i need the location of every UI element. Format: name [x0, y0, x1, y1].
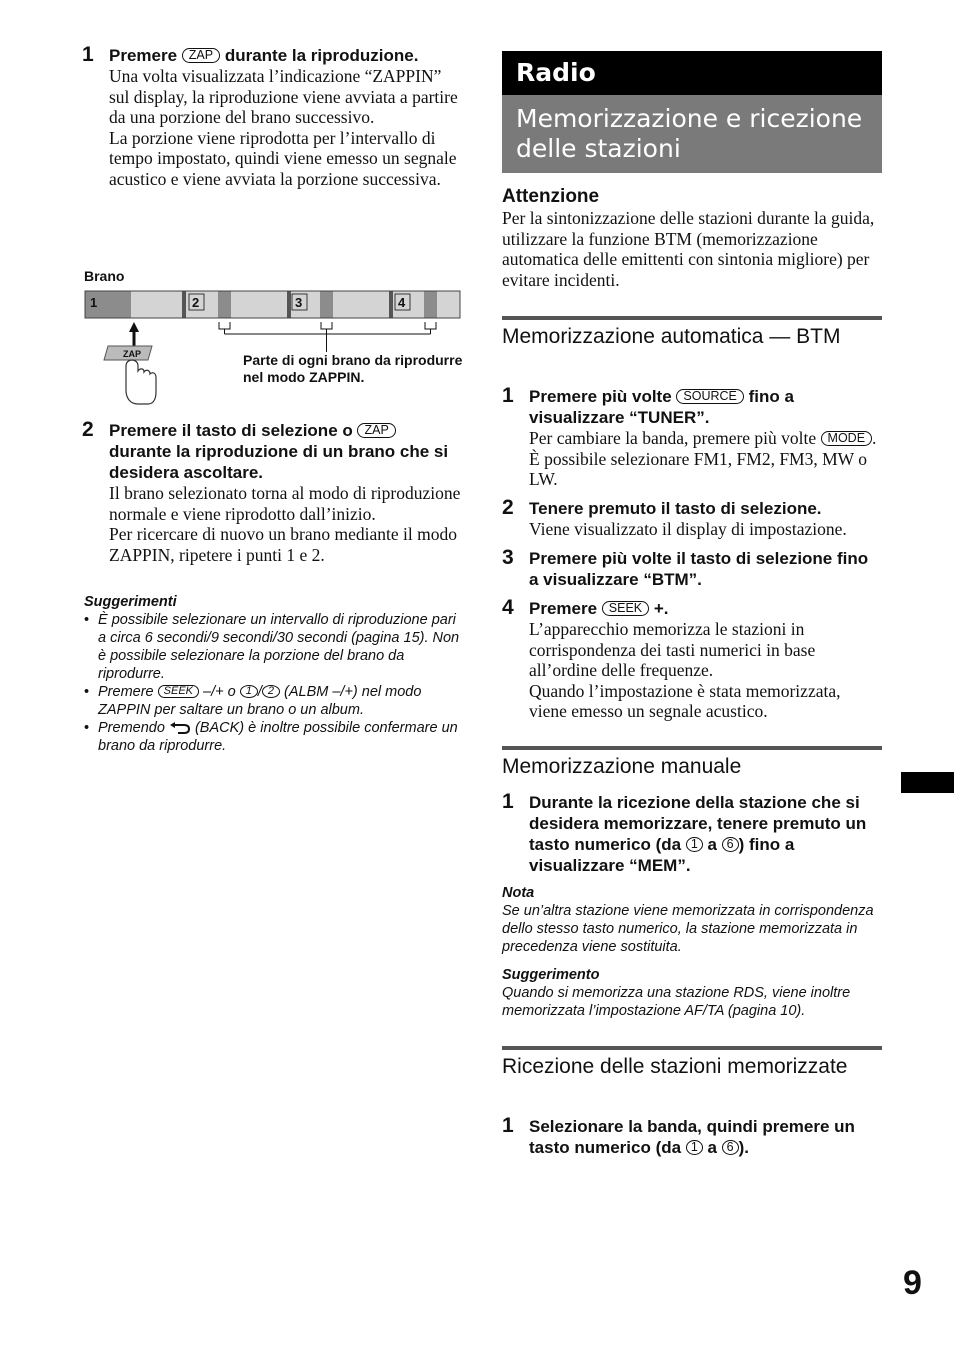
step-heading: Selezionare la banda, quindi premere un tasto numerico (da 1 a 6 ). [529, 1117, 855, 1157]
btm-step-1 [502, 386, 882, 490]
source-key: SOURCE [676, 389, 743, 404]
note-text: Se un’altra stazione viene memorizzata in corrispondenza dello stesso tasto numerico, la stazione memorizzata in precedenza viene sostituita. [502, 903, 874, 955]
key-6: 6 [722, 1140, 739, 1155]
step-number: 1 [502, 1114, 514, 1137]
key-6: 6 [722, 837, 739, 852]
step-number: 1 [502, 790, 514, 813]
mode-key: MODE [821, 431, 873, 446]
track-number: 3 [295, 295, 303, 310]
seek-key: SEEK [158, 685, 199, 698]
back-icon [169, 720, 191, 734]
track-3-zap-portion [320, 291, 333, 318]
step-body: Per ricercare di nuovo un brano mediante il modo ZAPPIN, ripetere i punti 1 e 2. [109, 524, 457, 565]
tip-text: Quando si memorizza una stazione RDS, viene inoltre memorizzata l’impostazione AF/TA (pagina 10). [502, 985, 851, 1019]
track-gap [182, 291, 186, 318]
diagram-caption: Parte di ogni brano da riprodurre nel modo ZAPPIN. [243, 352, 463, 385]
recall-step-1 [502, 1116, 882, 1158]
step-body: L’apparecchio memorizza le stazioni in corrispondenza dei tasti numerici in base all’ordine delle frequenze. [529, 619, 816, 680]
step-body: La porzione viene riprodotta per l’intervallo di tempo impostato, quindi viene emesso un segnale acustico e viene avviata la porzione successiva. [109, 127, 457, 189]
note-title: Nota [502, 885, 535, 901]
zappin-diagram [82, 286, 462, 408]
step-number: 2 [502, 496, 514, 519]
manual-tip [502, 966, 882, 1020]
btm-step-3 [502, 548, 882, 590]
step-heading: Premere il tasto di selezione o ZAP durante la riproduzione di un brano che si desidera ascoltare. [109, 421, 449, 482]
key-1: 1 [686, 1140, 703, 1155]
attention-text: Per la sintonizzazione delle stazioni durante la guida, utilizzare la funzione BTM (memorizzazione automatica delle emittenti con sintonia migliore) per evitare incidenti. [502, 208, 875, 290]
page-number: 9 [903, 1264, 922, 1302]
track-2-zap-portion [218, 291, 231, 318]
key-2: 2 [262, 685, 280, 698]
manual-step-1 [502, 792, 882, 876]
portion-bracket [219, 322, 230, 334]
step-heading: Premere SEEK +. [529, 599, 669, 618]
track-number: 4 [398, 295, 406, 310]
tip-item: • Premendo (BACK) è inoltre possibile confermare un brano da riprodurre. [84, 719, 462, 755]
seek-key: SEEK [602, 601, 649, 616]
radio-section-bar: Radio [502, 51, 882, 95]
step-heading: Premere più volte il tasto di selezione fino a visualizzare “BTM”. [529, 549, 869, 589]
step-number: 3 [502, 546, 514, 569]
tips-title: Suggerimenti [84, 594, 177, 610]
manual-heading: Memorizzazione manuale [502, 746, 882, 779]
step-heading: Premere ZAP durante la riproduzione. [109, 46, 419, 65]
step-number: 2 [82, 418, 94, 441]
step-body: Per cambiare la banda, premere più volte MODE . È possibile selezionare FM1, FM2, FM3, MW o LW. [529, 428, 877, 489]
zap-button-label: ZAP [123, 349, 141, 359]
step-1-zap [82, 45, 462, 189]
step-body: Quando l’impostazione è stata memorizzata, viene emesso un segnale acustico. [529, 680, 841, 721]
btm-heading: Memorizzazione automatica — BTM [502, 316, 882, 349]
step-body: Una volta visualizzata l’indicazione “ZAPPIN” sul display, la riproduzione viene avviata a partire da una porzione del brano successivo. [109, 66, 458, 127]
tip-item: • È possibile selezionare un intervallo di riproduzione pari a circa 6 secondi/9 secondi/30 secondi (pagina 15). Non è possibile selezionare la porzione del brano da riprodurre. [84, 611, 462, 683]
zap-key: ZAP [357, 423, 395, 438]
track-gap [287, 291, 291, 318]
step-heading: Durante la ricezione della stazione che si desidera memorizzare, tenere premuto un tasto numerico (da 1 a 6 ) fino a visualizzare “MEM”. [529, 793, 867, 875]
tips-block [84, 593, 462, 755]
btm-step-4 [502, 598, 882, 722]
step-heading: Tenere premuto il tasto di selezione. [529, 499, 822, 518]
track-4-zap-portion [424, 291, 437, 318]
attention-title: Attenzione [502, 186, 600, 207]
attention-block [502, 186, 882, 290]
manual-note [502, 884, 882, 956]
recall-heading: Ricezione delle stazioni memorizzate [502, 1046, 882, 1079]
step-2-select [82, 420, 462, 565]
portion-bracket [425, 322, 436, 334]
section-tab-marker [901, 772, 954, 793]
arrow-up-icon [129, 322, 139, 348]
track-number: 1 [90, 295, 98, 310]
track-number: 2 [192, 295, 200, 310]
step-body: Viene visualizzato il display di impostazione. [529, 519, 847, 539]
brano-label: Brano [84, 268, 125, 284]
zap-key: ZAP [182, 48, 220, 63]
step-number: 1 [82, 43, 94, 66]
step-heading: Premere più volte SOURCE fino a visualizzare “TUNER”. [529, 387, 794, 427]
btm-step-2 [502, 498, 882, 540]
track-gap [389, 291, 393, 318]
step-number: 4 [502, 596, 514, 619]
tip-title: Suggerimento [502, 967, 600, 983]
step-body: Il brano selezionato torna al modo di riproduzione normale e viene riprodotto dall’inizio. [109, 483, 461, 524]
portion-bracket [321, 322, 332, 352]
key-1: 1 [240, 685, 258, 698]
key-1: 1 [686, 837, 703, 852]
section-title-bar: Memorizzazione e ricezione delle stazioni [502, 95, 882, 173]
tip-item: • Premere SEEK –/+ o 1 / 2 (ALBM –/+) nel modo ZAPPIN per saltare un brano o un album. [84, 683, 462, 719]
step-number: 1 [502, 384, 514, 407]
